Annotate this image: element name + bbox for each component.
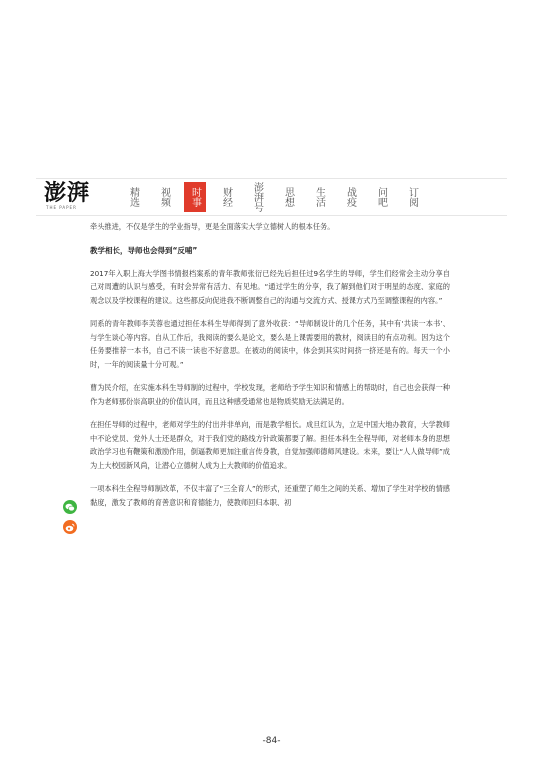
paragraph: 同系的青年教师李芙蓉也通过担任本科生导师得到了意外收获：“导师制设计的几个任务，其中有‘共读一本书’、与学生谈心等内容。自从工作后，我阅读的要么是论文，要么是上课需要用的教材，阅读目的有点功利。因为这个任务要推荐一本书，自己不读一读也不好意思。在被动的阅读中，体会到其实时间挤一挤还是有的。每天一个小时，一年的阅读量十分可观。” <box>90 319 450 369</box>
nav-item-shenghuo[interactable]: 生活 <box>313 187 325 207</box>
page-number: -84- <box>262 736 281 746</box>
nav-item-zhanyi[interactable]: 战疫 <box>344 187 356 207</box>
weibo-icon[interactable] <box>63 520 77 534</box>
site-header <box>36 178 507 216</box>
nav-item-sixiang[interactable]: 思想 <box>282 187 294 207</box>
nav-item-jingxuan[interactable]: 精选 <box>127 187 139 207</box>
wechat-icon[interactable] <box>63 500 77 514</box>
paragraph: 在担任导师的过程中，老师对学生的付出并非单向，而是教学相长。成旦红认为，立足中国大地办教育，大学教师中不论党员、党外人士还是群众，对于我们党的路线方针政策都要了解。担任本科生全程导师，对老师本身的思想政治学习也有鞭策和激励作用，倒逼教师更加注重言传身教，自觉加强师德师风建设。未来，要让“人人做导师”成为上大校园新风尚，让潜心立德树人成为上大教师的价值追求。 <box>90 420 450 470</box>
paragraph: 曹为民介绍，在实施本科生导师制的过程中，学校发现，老师给予学生知识和情感上的帮助时，自己也会获得一种作为老师那份崇高职业的价值认同，而且这种感受通常也是物质奖励无法满足的。 <box>90 383 450 406</box>
nav-item-wenba[interactable]: 问吧 <box>375 187 387 207</box>
nav-item-pengpaihao[interactable]: 澎湃号 <box>251 182 263 212</box>
share-bar <box>63 500 77 540</box>
channel-nav <box>122 182 432 212</box>
section-heading: 教学相长，导师也会得到“反哺” <box>90 245 198 255</box>
logo-text: 澎湃 <box>44 180 91 206</box>
logo-subtitle: THE PAPER <box>46 205 77 210</box>
nav-item-dingyue[interactable]: 订阅 <box>406 187 418 207</box>
paragraph: 2017年入职上海大学图书情报档案系的青年教师张衍已经先后担任过9名学生的导师，学生们经常会主动分享自己对周遭的认识与感受，有时会异常有活力、有见地。“通过学生的分享，我了解到他们对于明星的态度、家庭的观念以及学校课程的建议。这些都反向促进我不断调整自己的沟通与交流方式、授课方式乃至调整课程的内容。” <box>90 268 450 305</box>
paragraph: 牵头推进，不仅是学生的学业指导，更是全面落实大学立德树人的根本任务。 <box>90 222 335 231</box>
nav-item-caijing[interactable]: 财经 <box>220 187 232 207</box>
paragraph: 一项本科生全程导师制改革，不仅丰富了“三全育人”的形式，还重塑了师生之间的关系、增加了学生对学校的情感黏度，激发了教师的育善意识和育德能力，使教师回归本职、初 <box>90 484 450 507</box>
article-body <box>90 220 450 519</box>
nav-item-shishi[interactable]: 时事 <box>184 182 206 212</box>
nav-item-shipin[interactable]: 视频 <box>158 187 170 207</box>
site-logo[interactable] <box>44 181 112 211</box>
